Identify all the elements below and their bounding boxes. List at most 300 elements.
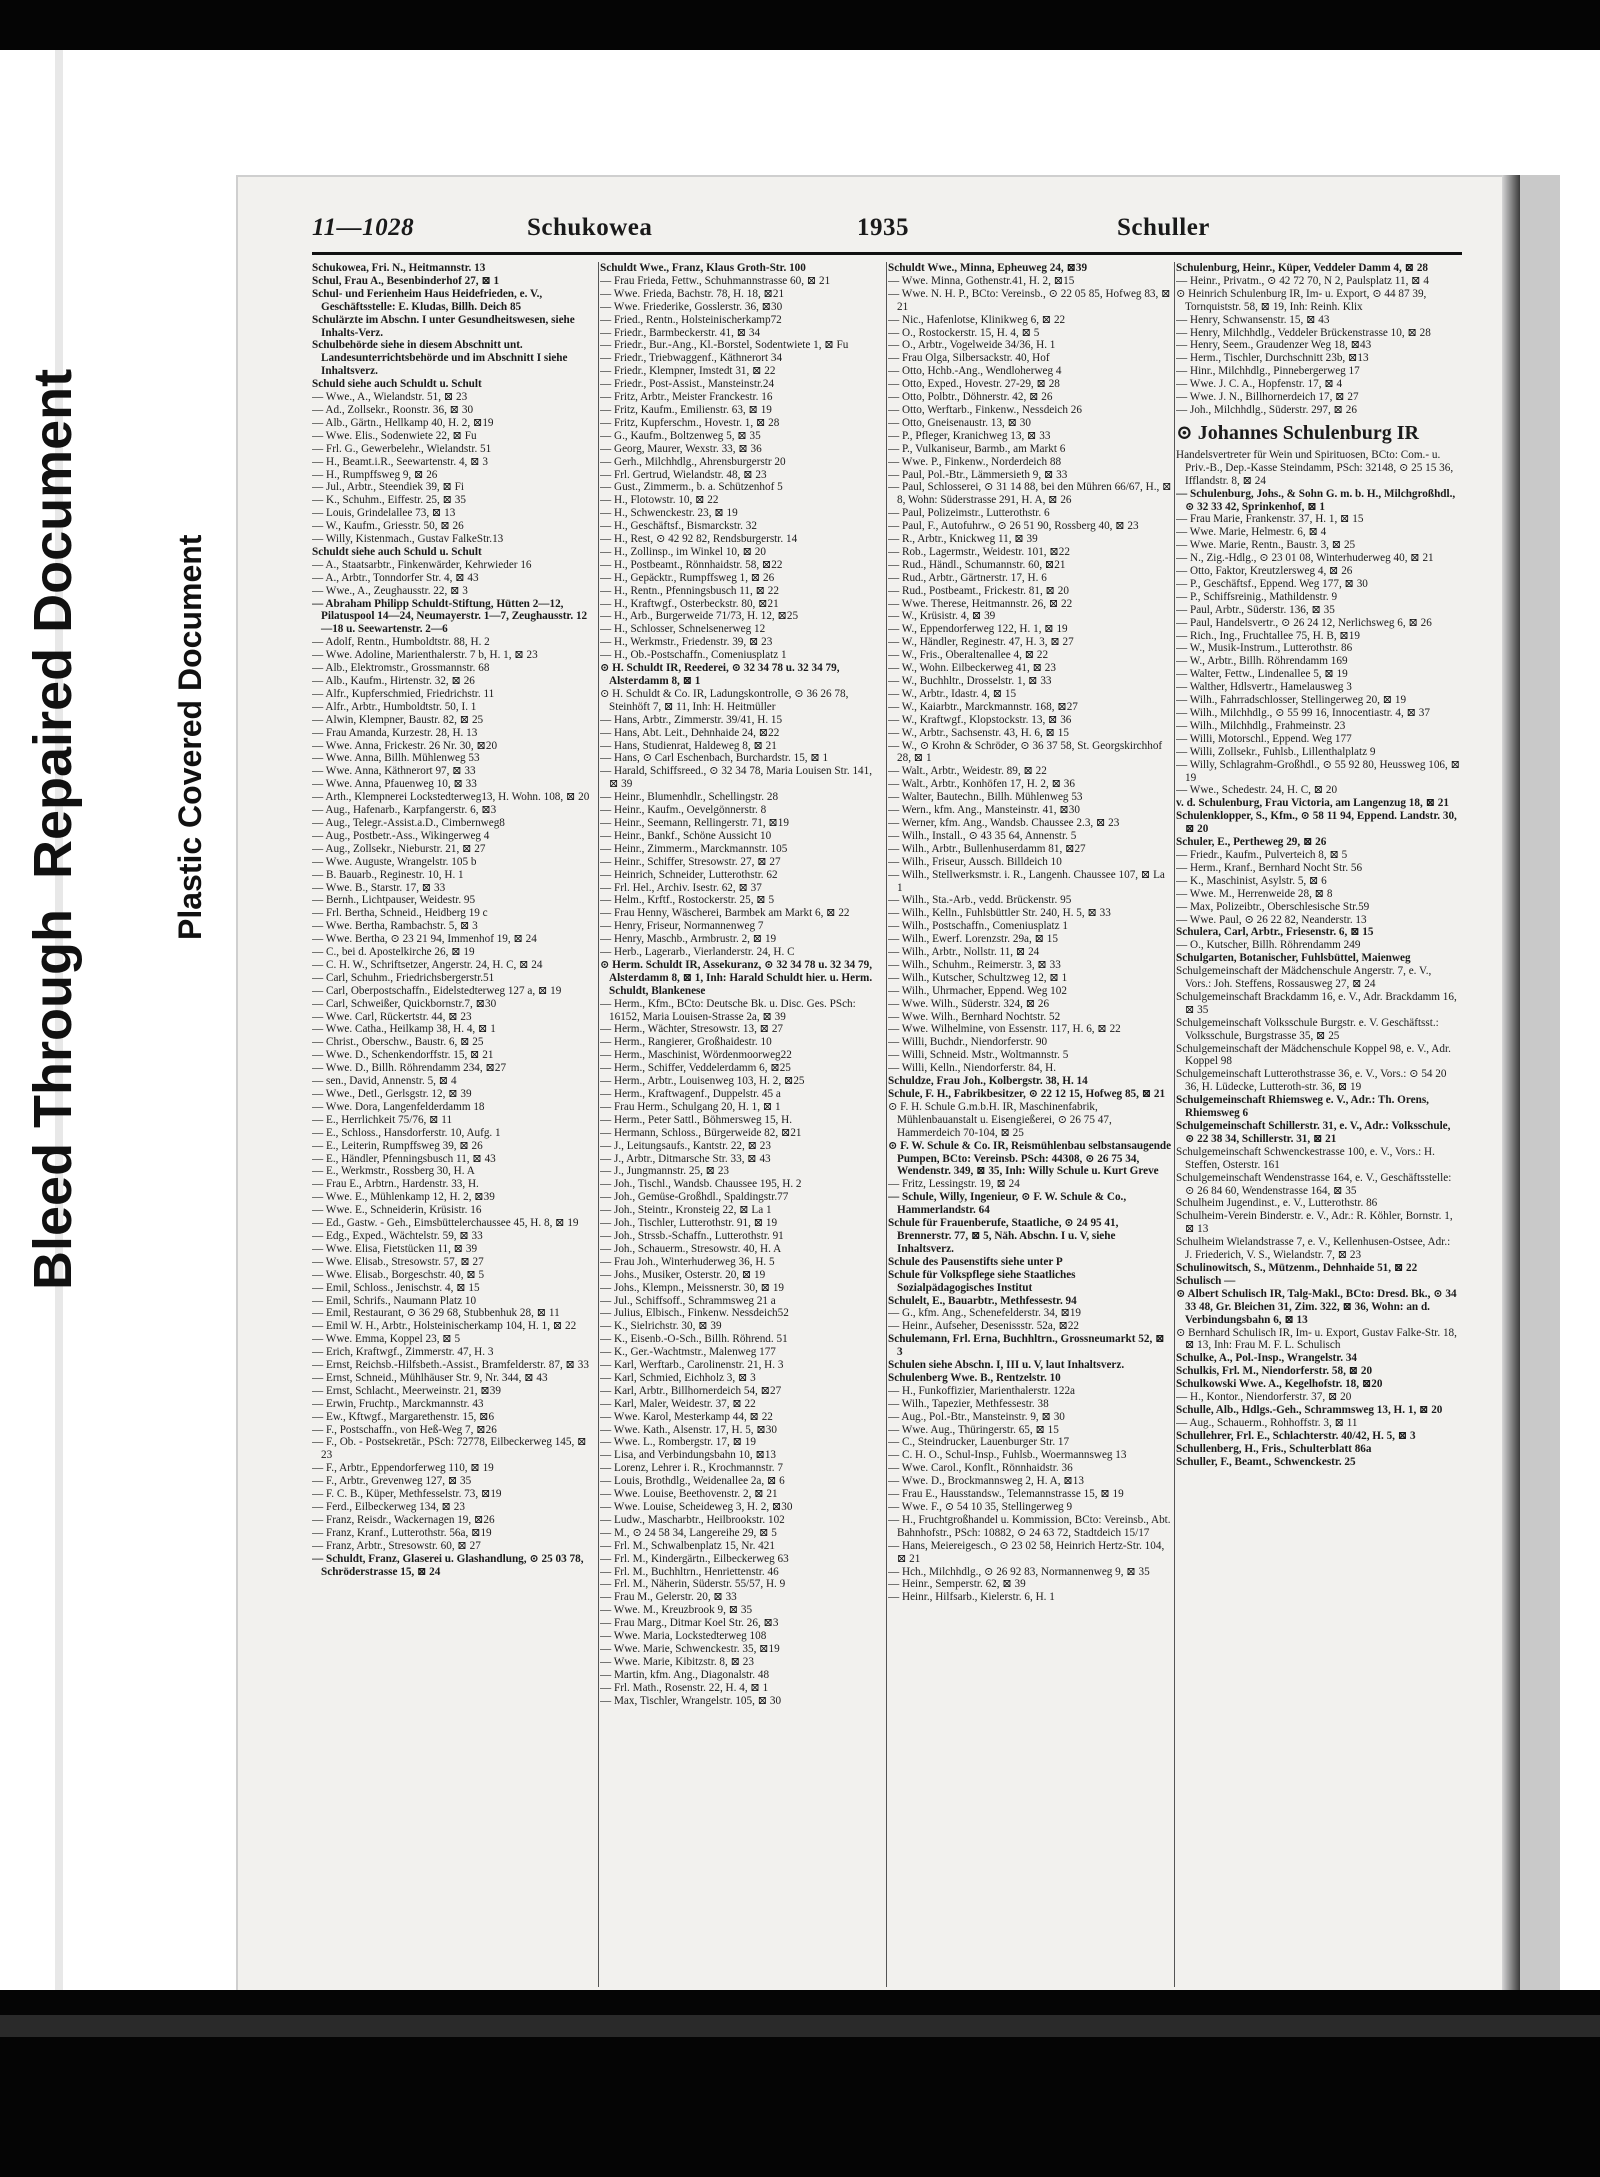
directory-entry: — Schulenburg, Johs., & Sohn G. m. b. H., Milchgroßhdl., ⊙ 32 33 42, Sprinkenhof, ⊠ 1 bbox=[1176, 487, 1456, 513]
directory-entry: — Wilh., Sta.-Arb., vedd. Brückenstr. 95 bbox=[888, 894, 1072, 907]
directory-entry: Schuler, E., Pertheweg 29, ⊠ 26 bbox=[1176, 836, 1327, 849]
directory-entry: — Wwe. Anna, Pfauenweg 10, ⊠ 33 bbox=[312, 778, 477, 791]
directory-entry: — Harald, Schiffsreed., ⊙ 32 34 78, Maria Louisen Str. 141, ⊠ 39 bbox=[600, 765, 873, 791]
directory-entry: — Wwe. M., Kreuzbrook 9, ⊠ 35 bbox=[600, 1604, 753, 1617]
directory-entry: — Arth., Klempnerei Lockstedterweg13, H. Wohn. 108, ⊠ 20 bbox=[312, 791, 590, 804]
directory-entry: — Frau M., Gelerstr. 20, ⊠ 33 bbox=[600, 1591, 737, 1604]
directory-entry: — F., Arbtr., Eppendorferweg 110, ⊠ 19 bbox=[312, 1462, 494, 1475]
directory-entry: — Schule, Willy, Ingenieur, ⊙ F. W. Schule & Co., Hammerlandstr. 64 bbox=[888, 1191, 1127, 1217]
directory-entry: — Wwe. Marie, Schwenckestr. 35, ⊠19 bbox=[600, 1642, 780, 1655]
directory-entry: — Wilh., Kelln., Fuhlsbüttler Str. 240, H. 5, ⊠ 33 bbox=[888, 907, 1111, 920]
directory-entry: — Fritz, Arbtr., Meister Franckestr. 16 bbox=[600, 391, 773, 404]
directory-entry: — Karl, Maler, Weidestr. 37, ⊠ 22 bbox=[600, 1397, 756, 1410]
directory-entry: — Wwe. Dora, Langenfelderdamm 18 bbox=[312, 1100, 485, 1113]
directory-entry: — W., Händler, Reginestr. 47, H. 3, ⊠ 27 bbox=[888, 636, 1074, 649]
directory-entry: — C., Steindrucker, Lauenburger Str. 17 bbox=[888, 1436, 1070, 1449]
directory-entry: — Henry, Maschb., Armbrustr. 2, ⊠ 19 bbox=[600, 933, 777, 946]
directory-entry: — Heinr., Kaufm., Oevelgönnerstr. 8 bbox=[600, 804, 767, 817]
directory-entry: Schulgemeinschaft Lutterothstrasse 36, e. V., Vors.: ⊙ 54 20 36, H. Lüdecke, Lutteroth-str. 36, ⊠ 19 bbox=[1176, 1068, 1447, 1094]
directory-entry: — Frau E., Hausstandsw., Telemannstrasse 15, ⊠ 19 bbox=[888, 1488, 1124, 1501]
directory-entry: Schulheim Wielandstrasse 7, e. V., Kellenhusen-Ostsee, Adr.: J. Friederich, V. S., Wielandstr. 7, ⊠ 23 bbox=[1176, 1236, 1451, 1262]
directory-entry: — R., Arbtr., Knickweg 11, ⊠ 39 bbox=[888, 533, 1038, 546]
directory-entry: — Wwe. D., Schenkendorffstr. 15, ⊠ 21 bbox=[312, 1049, 494, 1062]
directory-entry: — H., Ob.-Postschaffn., Comeniusplatz 1 bbox=[600, 649, 787, 662]
directory-entry: — Erich, Kraftwgf., Zimmerstr. 47, H. 3 bbox=[312, 1346, 494, 1359]
directory-entry: — W., Kaufm., Griesstr. 50, ⊠ 26 bbox=[312, 520, 464, 533]
directory-entry: Schulgemeinschaft der Mädchenschule Angerstr. 7, e. V., Vors.: Joh. Steffens, Rossausweg 27, ⊠ 24 bbox=[1176, 965, 1432, 991]
directory-entry: — Frau Marg., Ditmar Koel Str. 26, ⊠3 bbox=[600, 1617, 779, 1630]
directory-entry: — Christ., Oberschw., Baustr. 6, ⊠ 25 bbox=[312, 1036, 484, 1049]
directory-entry: — H., Rest, ⊙ 42 92 82, Rendsburgerstr. 14 bbox=[600, 533, 798, 546]
directory-entry: — W., Eppendorferweg 122, H. 1, ⊠ 19 bbox=[888, 623, 1068, 636]
directory-entry: — Walter, Bautechn., Billh. Mühlenweg 53 bbox=[888, 791, 1083, 804]
directory-entry: Schulheim Jugendinst., e. V., Lutterothstr. 86 bbox=[1176, 1197, 1378, 1210]
directory-entry: — Herm., Wächter, Stresowstr. 13, ⊠ 27 bbox=[600, 1023, 784, 1036]
directory-entry: — Herm., Tischler, Durchschnitt 23b, ⊠13 bbox=[1176, 352, 1369, 365]
directory-entry: — W., Arbtr., Sachsenstr. 43, H. 6, ⊠ 15 bbox=[888, 726, 1069, 739]
directory-entry: — Wilh., Fahrradschlosser, Stellingerweg 20, ⊠ 19 bbox=[1176, 694, 1407, 707]
directory-entry: — Aug., Zollsekr., Nieburstr. 21, ⊠ 27 bbox=[312, 842, 486, 855]
directory-entry: — Aug., Telegr.-Assist.a.D., Cimbernweg8 bbox=[312, 816, 505, 829]
directory-entry: — H., Gepäcktr., Rumpffsweg 1, ⊠ 26 bbox=[600, 571, 775, 584]
directory-entry: — H., Postbeamt., Rönnhaidstr. 58, ⊠22 bbox=[600, 558, 783, 571]
directory-entry: — Alwin, Klempner, Baustr. 82, ⊠ 25 bbox=[312, 713, 484, 726]
directory-entry: — Willi, Buchdr., Niendorferstr. 90 bbox=[888, 1036, 1048, 1049]
directory-entry: — Herm., Schiffer, Veddelerdamm 6, ⊠25 bbox=[600, 1062, 791, 1075]
directory-entry: — Wwe. F., ⊙ 54 10 35, Stellingerweg 9 bbox=[888, 1501, 1073, 1513]
directory-entry: — Frau Joh., Winterhuderweg 36, H. 5 bbox=[600, 1255, 775, 1268]
directory-entry: — Rich., Ing., Fruchtallee 75, H. B, ⊠19 bbox=[1176, 629, 1360, 642]
directory-entry: — Wilh., Arbtr., Bullenhuserdamm 81, ⊠27 bbox=[888, 842, 1086, 855]
directory-entry: — Henry, Milchhdlg., Veddeler Brückenstrasse 10, ⊠ 28 bbox=[1176, 326, 1431, 339]
directory-entry: — H., Rumpffsweg 9, ⊠ 26 bbox=[312, 468, 438, 481]
directory-entry: — O., Rostockerstr. 15, H. 4, ⊠ 5 bbox=[888, 326, 1040, 339]
directory-entry: Schulinowitsch, S., Mützenm., Dehnhaide 51, ⊠ 22 bbox=[1176, 1261, 1418, 1274]
directory-entry: Schulgemeinschaft Volksschule Burgstr. e. V. Geschäftsst.: Volksschule, Burgstrasse 35, ⊠ 25 bbox=[1176, 1016, 1439, 1042]
directory-entry: — Walt., Arbtr., Konhöfen 17, H. 2, ⊠ 36 bbox=[888, 778, 1075, 791]
directory-entry: — Joh., Gemüse-Großhdl., Spaldingstr.77 bbox=[600, 1191, 789, 1204]
directory-entry: — N., Zig.-Hdlg., ⊙ 23 01 08, Winterhuderweg 40, ⊠ 21 bbox=[1176, 552, 1434, 565]
directory-entry: — Frau Henny, Wäscherei, Barmbek am Markt 6, ⊠ 22 bbox=[600, 907, 850, 920]
directory-entry: — Wwe. D., Billh. Röhrendamm 234, ⊠27 bbox=[312, 1062, 507, 1075]
directory-entry: — Frau Herm., Schulgang 20, H. 1, ⊠ 1 bbox=[600, 1100, 781, 1113]
directory-entry: — Alb., Kaufm., Hirtenstr. 32, ⊠ 26 bbox=[312, 675, 475, 687]
directory-entry: — Wilh., Ewerf. Lorenzstr. 29a, ⊠ 15 bbox=[888, 933, 1058, 946]
directory-entry: — J., Arbtr., Ditmarsche Str. 33, ⊠ 43 bbox=[600, 1152, 771, 1165]
directory-entry: — Otto, Exped., Hovestr. 27-29, ⊠ 28 bbox=[888, 378, 1060, 391]
directory-entry: — J., Leitungsaufs., Kantstr. 22, ⊠ 23 bbox=[600, 1139, 771, 1152]
directory-entry: — Wwe. Catha., Heilkamp 38, H. 4, ⊠ 1 bbox=[312, 1023, 496, 1036]
directory-entry: — Rud., Händl., Schumannstr. 60, ⊠21 bbox=[888, 558, 1066, 571]
directory-entry: — Max, Polizeibtr., Oberschlesische Str.59 bbox=[1176, 900, 1370, 913]
directory-entry: — H., Geschäftsf., Bismarckstr. 32 bbox=[600, 520, 757, 533]
directory-entry: — Heinr., Seemann, Rellingerstr. 71, ⊠19 bbox=[600, 816, 789, 829]
directory-entry: — Wwe. Paul, ⊙ 26 22 82, Neanderstr. 13 bbox=[1176, 913, 1367, 926]
directory-column-4 bbox=[1176, 262, 1460, 1992]
directory-entry: — Wwe. Anna, Frickestr. 26 Nr. 30, ⊠20 bbox=[312, 739, 498, 752]
directory-column-3 bbox=[888, 262, 1172, 1992]
directory-entry: — Wilh., Friseur, Aussch. Billdeich 10 bbox=[888, 855, 1062, 868]
directory-entry: — H., Werkmstr., Friedenstr. 39, ⊠ 23 bbox=[600, 636, 773, 649]
directory-entry: — H., Zollinsp., im Winkel 10, ⊠ 20 bbox=[600, 545, 766, 558]
directory-entry: — Carl, Schuhm., Friedrichsbergerstr.51 bbox=[312, 971, 495, 984]
directory-entry: — Ad., Zollsekr., Roonstr. 36, ⊠ 30 bbox=[312, 403, 474, 416]
directory-entry: — Johs., Musiker, Osterstr. 20, ⊠ 19 bbox=[600, 1268, 766, 1281]
directory-entry: — Wwe. J. C. A., Hopfenstr. 17, ⊠ 4 bbox=[1176, 378, 1343, 391]
directory-entry: — W., Arbtr., Idastr. 4, ⊠ 15 bbox=[888, 687, 1017, 700]
directory-entry: — Louis, Brothdlg., Weidenallee 2a, ⊠ 6 bbox=[600, 1475, 785, 1488]
directory-entry: — Wwe. Therese, Heitmannstr. 26, ⊠ 22 bbox=[888, 597, 1073, 610]
directory-entry: — Willi, Kelln., Niendorferstr. 84, H. bbox=[888, 1062, 1057, 1075]
directory-entry: Schuldt Wwe., Franz, Klaus Groth-Str. 100 bbox=[600, 262, 806, 274]
directory-entry: Handelsvertreter für Wein und Spirituosen, BCto: Com.- u. Priv.-B., Dep.-Kasse Steindamm, PSch: 32148, ⊙ 25 15 36, Ifflandstr. 8, ⊠ 24 bbox=[1176, 448, 1454, 487]
directory-entry: Schulgemeinschaft Rhiemsweg e. V., Adr.: Th. Orens, Rhiemsweg 6 bbox=[1176, 1094, 1429, 1120]
directory-entry: — Otto, Polbtr., Döhnerstr. 42, ⊠ 26 bbox=[888, 391, 1053, 404]
directory-entry: — Frau Frieda, Fettw., Schuhmannstrasse 60, ⊠ 21 bbox=[600, 274, 831, 287]
directory-entry: ⊙ H. Schuldt & Co. IR, Ladungskontrolle, ⊙ 36 26 78, Steinhöft 7, ⊠ 11, Inh: H. Heitmüller bbox=[600, 687, 849, 713]
directory-entry: Schulen siehe Abschn. I, III u. V, laut Inhaltsverz. bbox=[888, 1359, 1125, 1372]
directory-entry: — H., Schwenckestr. 23, ⊠ 19 bbox=[600, 507, 738, 520]
directory-entry: — Nic., Hafenlotse, Klinikweg 6, ⊠ 22 bbox=[888, 313, 1066, 326]
directory-entry: Schulenberg Wwe. B., Rentzelstr. 10 bbox=[888, 1371, 1061, 1384]
directory-entry: — Wwe. Aug., Thüringerstr. 65, ⊠ 15 bbox=[888, 1423, 1059, 1436]
directory-entry: — K., Ger.-Wachtmstr., Malenweg 177 bbox=[600, 1346, 776, 1359]
directory-entry: — J., Jungmannstr. 25, ⊠ 23 bbox=[600, 1165, 730, 1178]
directory-entry: ⊙ Bernhard Schulisch IR, Im- u. Export, Gustav Falke-Str. 18, ⊠ 13, Inh: Frau M. F. L. Schulisch bbox=[1176, 1326, 1457, 1352]
directory-entry: — K., Maschinist, Asylstr. 5, ⊠ 6 bbox=[1176, 874, 1327, 887]
directory-entry: — Heinr., Schiffer, Stresowstr. 27, ⊠ 27 bbox=[600, 855, 781, 868]
directory-entry: — Wwe. Carol., Konflt., Rönnhaidstr. 36 bbox=[888, 1462, 1073, 1475]
directory-entry: — Wilh., Milchhdlg., Frahmeinstr. 23 bbox=[1176, 719, 1346, 732]
directory-entry: — Lisa, and Verbindungsbahn 10, ⊠13 bbox=[600, 1449, 777, 1462]
directory-entry: — Willy, Kistenmach., Gustav FalkeStr.13 bbox=[312, 533, 504, 546]
directory-entry: — Rud., Arbtr., Gärtnerstr. 17, H. 6 bbox=[888, 571, 1047, 584]
directory-entry: — Fritz, Kaufm., Emilienstr. 63, ⊠ 19 bbox=[600, 403, 772, 416]
directory-entry: Schule des Pausenstifts siehe unter P bbox=[888, 1255, 1063, 1268]
directory-entry: — Hans, Studienrat, Haldeweg 8, ⊠ 21 bbox=[600, 739, 777, 752]
directory-entry: — H., Beamt.i.R., Seewartenstr. 4, ⊠ 3 bbox=[312, 455, 488, 468]
directory-entry: Schulbehörde siehe in diesem Abschnitt unt. Landesunterrichtsbehörde und im Abschnitt I siehe Inhaltsverz. bbox=[312, 339, 568, 378]
directory-entry: Schulkis, Frl. M., Niendorferstr. 58, ⊠ 20 bbox=[1176, 1365, 1373, 1378]
directory-entry: — Hans, Meiereigesch., ⊙ 23 02 58, Heinrich Hertz-Str. 104, ⊠ 21 bbox=[888, 1539, 1165, 1565]
directory-entry: — Wilh., Uhrmacher, Eppend. Weg 102 bbox=[888, 984, 1067, 997]
directory-entry: Schulgemeinschaft Schillerstr. 31, e. V., Adr.: Volksschule, ⊙ 22 38 34, Schillerstr. 31, ⊠ 21 bbox=[1176, 1120, 1451, 1145]
directory-entry: — H., Kontor., Niendorferstr. 37, ⊠ 20 bbox=[1176, 1391, 1352, 1404]
directory-entry: — Frau Olga, Silbersackstr. 40, Hof bbox=[888, 352, 1050, 365]
scan-top-border bbox=[0, 0, 1600, 50]
directory-entry: Schulle, Alb., Hdlgs.-Geh., Schrammsweg 13, H. 1, ⊠ 20 bbox=[1176, 1403, 1443, 1416]
directory-entry: — Alfr., Kupferschmied, Friedrichstr. 11 bbox=[312, 687, 495, 700]
directory-entry: — Wwe. Karol, Mesterkamp 44, ⊠ 22 bbox=[600, 1410, 773, 1423]
directory-entry: — Julius, Elbisch., Finkenw. Nessdeich52 bbox=[600, 1307, 789, 1320]
directory-entry: Schule für Volkspflege siehe Staatliches Sozialpädagogisches Institut bbox=[888, 1268, 1076, 1294]
directory-entry: — Wwe. Wilh., Süderstr. 324, ⊠ 26 bbox=[888, 997, 1050, 1010]
directory-entry: — Hch., Milchhdlg., ⊙ 26 92 83, Normannenweg 9, ⊠ 35 bbox=[888, 1565, 1150, 1578]
directory-entry: — Wwe. Louise, Scheideweg 3, H. 2, ⊠30 bbox=[600, 1501, 793, 1513]
directory-entry: — Friedr., Klempner, Imstedt 31, ⊠ 22 bbox=[600, 365, 776, 378]
directory-entry: — Willi, Zollsekr., Fuhlsb., Lillenthalplatz 9 bbox=[1176, 745, 1376, 758]
directory-entry: — Wilh., Postschaffn., Comeniusplatz 1 bbox=[888, 920, 1068, 933]
directory-entry: — Jul., Schiffsoff., Schrammsweg 21 a bbox=[600, 1294, 776, 1307]
directory-entry: — B. Bauarb., Reginestr. 10, H. 1 bbox=[312, 868, 464, 881]
directory-entry: — Wwe. E., Mühlenkamp 12, H. 2, ⊠39 bbox=[312, 1191, 495, 1204]
directory-entry: — Aug., Postbetr.-Ass., Wikingerweg 4 bbox=[312, 829, 490, 842]
directory-entry: — Alfr., Arbtr., Humboldtstr. 50, I. 1 bbox=[312, 700, 477, 713]
directory-entry: — Carl, Oberpostschaffn., Eidelstedterweg 127 a, ⊠ 19 bbox=[312, 984, 562, 997]
directory-entry: — Frl. Gertrud, Wielandstr. 48, ⊠ 23 bbox=[600, 468, 767, 481]
directory-entry: — Ernst, Schlacht., Meerweinstr. 21, ⊠39 bbox=[312, 1384, 501, 1397]
directory-entry: — Aug., Schauerm., Rohhoffstr. 3, ⊠ 11 bbox=[1176, 1416, 1358, 1429]
directory-entry: — Frl. M., Kindergärtn., Eilbeckerweg 63 bbox=[600, 1552, 789, 1565]
directory-entry: — Wwe., Detl., Gerlsgstr. 12, ⊠ 39 bbox=[312, 1088, 472, 1100]
directory-entry: — Wwe. Elisab., Borgeschstr. 40, ⊠ 5 bbox=[312, 1268, 485, 1281]
directory-entry: Schule, F. H., Fabrikbesitzer, ⊙ 22 12 15, Hofweg 85, ⊠ 21 bbox=[888, 1088, 1166, 1100]
directory-entry: Schulärzte im Abschn. I unter Gesundheitswesen, siehe Inhalts-Verz. bbox=[312, 313, 575, 339]
directory-entry: — Wilh., Milchhdlg., ⊙ 55 99 16, Innocentiastr. 4, ⊠ 37 bbox=[1176, 707, 1430, 719]
directory-entry: — Wwe. L., Rombergstr. 17, ⊠ 19 bbox=[600, 1436, 756, 1449]
scan-bottom-band bbox=[0, 2015, 1600, 2037]
directory-entry: — Edg., Exped., Wächtelstr. 59, ⊠ 33 bbox=[312, 1229, 483, 1242]
page-number: 11—1028 bbox=[312, 214, 415, 241]
directory-entry: — Bernh., Lichtpauser, Weidestr. 95 bbox=[312, 894, 476, 907]
directory-entry: — Heinr., Zimmerm., Marckmannstr. 105 bbox=[600, 842, 788, 855]
directory-entry: — Paul, Arbtr., Süderstr. 136, ⊠ 35 bbox=[1176, 603, 1335, 616]
directory-entry: — Otto, Gneisenaustr. 13, ⊠ 30 bbox=[888, 416, 1031, 429]
repaired-document-label: Repaired Document bbox=[23, 368, 83, 879]
directory-column-2 bbox=[600, 262, 884, 1992]
directory-entry: Schuldze, Frau Joh., Kolbergstr. 38, H. 14 bbox=[888, 1075, 1088, 1088]
directory-entry: — F., Postschaffn., von Heß-Weg 7, ⊠26 bbox=[312, 1423, 497, 1436]
directory-column-1 bbox=[312, 262, 596, 1992]
header-year: 1935 bbox=[857, 214, 909, 241]
directory-entry: — W., ⊙ Krohn & Schröder, ⊙ 36 37 58, St. Georgskirchhof 28, ⊠ 1 bbox=[888, 739, 1163, 765]
directory-entry: Schulgemeinschaft Brackdamm 16, e. V., Adr. Brackdamm 16, ⊠ 35 bbox=[1176, 990, 1457, 1016]
directory-entry: — Henry, Schwansenstr. 15, ⊠ 43 bbox=[1176, 313, 1330, 326]
directory-entry: — Wilh., Arbtr., Nollstr. 11, ⊠ 24 bbox=[888, 946, 1040, 959]
directory-entry: — Frau E., Arbtrn., Hardenstr. 33, H. bbox=[312, 1178, 479, 1191]
directory-entry: — O., Arbtr., Vogelweide 34/36, H. 1 bbox=[888, 339, 1056, 352]
directory-entry: — Ernst, Schneid., Mühlhäuser Str. 9, Nr. 344, ⊠ 43 bbox=[312, 1371, 548, 1384]
directory-entry: — Henry, Friseur, Normannenweg 7 bbox=[600, 920, 764, 933]
directory-entry: Schulelt, E., Bauarbtr., Methfessestr. 94 bbox=[888, 1294, 1077, 1307]
directory-entry: Schule für Frauenberufe, Staatliche, ⊙ 24 95 41, Brennerstr. 77, ⊠ 5, Näh. Abschn. I u. V, siehe Inhaltsverz. bbox=[888, 1217, 1119, 1255]
directory-entry: — Johs., Klempn., Meissnerstr. 30, ⊠ 19 bbox=[600, 1281, 785, 1294]
directory-entry: — Herm., Peter Sattl., Böhmersweg 15, H. bbox=[600, 1113, 793, 1126]
directory-entry: — Friedr., Post-Assist., Mansteinstr.24 bbox=[600, 378, 775, 391]
directory-entry: — Louis, Grindelallee 73, ⊠ 13 bbox=[312, 507, 456, 520]
directory-entry: — Walter, Fettw., Lindenallee 5, ⊠ 19 bbox=[1176, 668, 1348, 681]
directory-entry: — Aug., Hafenarb., Karpfangerstr. 6, ⊠3 bbox=[312, 804, 497, 817]
directory-entry: — Fried., Rentn., Holsteinischerkamp72 bbox=[600, 313, 782, 326]
directory-entry: Schulenklopper, S., Kfm., ⊙ 58 11 94, Eppend. Landstr. 30, ⊠ 20 bbox=[1176, 810, 1457, 836]
directory-entry: — W., Fris., Oberaltenallee 4, ⊠ 22 bbox=[888, 649, 1049, 662]
directory-entry: — Karl, Schmied, Eichholz 3, ⊠ 3 bbox=[600, 1371, 756, 1384]
directory-entry: — Frl. G., Gewerbelehr., Wielandstr. 51 bbox=[312, 442, 492, 455]
page-edge bbox=[1520, 175, 1560, 2030]
directory-entry: ⊙ H. Schuldt IR, Reederei, ⊙ 32 34 78 u. 32 34 79, Alsterdamm 8, ⊠ 1 bbox=[600, 662, 840, 687]
directory-entry: — P., Pfleger, Kranichweg 13, ⊠ 33 bbox=[888, 429, 1051, 442]
directory-entry: — Emil, Schrifs., Naumann Platz 10 bbox=[312, 1294, 477, 1307]
directory-entry: — Herm., Kranf., Bernhard Nocht Str. 56 bbox=[1176, 861, 1363, 874]
directory-entry: Schulkowski Wwe. A., Kegelhofstr. 18, ⊠20 bbox=[1176, 1378, 1383, 1391]
directory-entry: — Wwe. Elisa, Fietstücken 11, ⊠ 39 bbox=[312, 1242, 478, 1255]
directory-entry: — Emil, Schloss., Jenischstr. 4, ⊠ 15 bbox=[312, 1281, 480, 1294]
directory-entry: — F. C. B., Küper, Methfesselstr. 73, ⊠19 bbox=[312, 1488, 502, 1501]
bleed-through-label: Bleed Through bbox=[23, 909, 83, 1290]
directory-entry: — M., ⊙ 24 58 34, Langereihe 29, ⊠ 5 bbox=[600, 1526, 777, 1539]
directory-entry: ⊙ F. H. Schule G.m.b.H. IR, Maschinenfabrik, Mühlenbauanstalt u. Eisengießerei, ⊙ 26 75 47, Hammerdeich 70-104, ⊠ 25 bbox=[888, 1100, 1112, 1139]
directory-entry: — Otto, Werftarb., Finkenw., Nessdeich 26 bbox=[888, 403, 1082, 416]
directory-entry: — Gerh., Milchhdlg., Ahrensburgerstr 20 bbox=[600, 455, 786, 468]
directory-entry: — Franz, Arbtr., Stresowstr. 60, ⊠ 27 bbox=[312, 1539, 481, 1552]
directory-entry: — Wwe. N. H. P., BCto: Vereinsb., ⊙ 22 05 85, Hofweg 83, ⊠ 21 bbox=[888, 287, 1171, 313]
directory-entry: — Alb., Elektromstr., Grossmannstr. 68 bbox=[312, 662, 490, 675]
directory-entry: Schulgemeinschaft der Mädchenschule Koppel 98, e. V., Adr. Koppel 98 bbox=[1176, 1042, 1451, 1068]
page-header bbox=[312, 214, 1462, 254]
directory-entry: — E., Händler, Pfenningsbusch 11, ⊠ 43 bbox=[312, 1152, 496, 1165]
directory-entry: — W., Buchhltr., Drosselstr. 1, ⊠ 33 bbox=[888, 675, 1052, 687]
directory-entry: — Rob., Lagermstr., Weidestr. 101, ⊠22 bbox=[888, 545, 1070, 558]
directory-entry: — Henry, Seem., Graudenzer Weg 18, ⊠43 bbox=[1176, 339, 1372, 352]
directory-entry: — Rud., Postbeamt., Frickestr. 81, ⊠ 20 bbox=[888, 584, 1069, 597]
directory-entry: — Wwe. B., Starstr. 17, ⊠ 33 bbox=[312, 881, 446, 894]
directory-entry: — Gust., Zimmerm., b. a. Schützenhof 5 bbox=[600, 481, 783, 494]
directory-entry: — Willi, Motorschl., Eppend. Weg 177 bbox=[1176, 732, 1352, 745]
directory-entry: — Paul, F., Autofuhrw., ⊙ 26 51 90, Rossberg 40, ⊠ 23 bbox=[888, 520, 1139, 533]
directory-entry: — Wilh., Kutscher, Schultzweg 12, ⊠ 1 bbox=[888, 971, 1068, 984]
directory-entry: — Georg, Maurer, Wexstr. 33, ⊠ 36 bbox=[600, 442, 762, 455]
directory-entry: — Friedr., Bur.-Ang., Kl.-Borstel, Sodentwiete 1, ⊠ Fu bbox=[600, 339, 849, 352]
directory-entry: — Wwe. Louise, Beethovenstr. 2, ⊠ 21 bbox=[600, 1488, 778, 1501]
directory-entry: — Hans, Abt. Leit., Dehnhaide 24, ⊠22 bbox=[600, 726, 780, 739]
directory-entry: Schulgemeinschaft Wendenstrasse 164, e. V., Geschäftsstelle: ⊙ 26 84 60, Wendenstrasse 164, ⊠ 35 bbox=[1176, 1171, 1452, 1197]
directory-entry: — Wilh., Schuhm., Reimerstr. 3, ⊠ 33 bbox=[888, 958, 1061, 971]
directory-entry: — Joh., Strssb.-Schaffn., Lutterothstr. 91 bbox=[600, 1229, 784, 1242]
directory-entry: — Paul, Pol.-Btr., Lämmersieth 9, ⊠ 33 bbox=[888, 468, 1068, 481]
directory-entry: — Heinr., Privatm., ⊙ 42 72 70, N 2, Paulsplatz 11, ⊠ 4 bbox=[1176, 274, 1429, 287]
directory-entry: — Wilh., Stellwerksmstr. i. R., Langenh. Chaussee 107, ⊠ La 1 bbox=[888, 868, 1165, 894]
directory-entry: — W., Krüsistr. 4, ⊠ 39 bbox=[888, 610, 996, 623]
directory-entry: — Otto, Hchb.-Ang., Wendloherweg 4 bbox=[888, 365, 1062, 378]
directory-entry: — H., Arb., Burgerweide 71/73, H. 12, ⊠25 bbox=[600, 610, 799, 623]
directory-entry: — Joh., Tischler, Lutterothstr. 91, ⊠ 19 bbox=[600, 1217, 778, 1230]
directory-entry: — Ew., Kftwgf., Margarethenstr. 15, ⊠6 bbox=[312, 1410, 495, 1423]
directory-entry: — Lorenz, Lehrer i. R., Krochmannstr. 7 bbox=[600, 1462, 783, 1475]
directory-entry: — Wwe. Adoline, Marienthalerstr. 7 b, H. 1, ⊠ 23 bbox=[312, 649, 538, 662]
directory-entry: — Jul., Arbtr., Steendiek 39, ⊠ Fi bbox=[312, 481, 465, 494]
directory-entry: — Franz, Reisdr., Wackernagen 19, ⊠26 bbox=[312, 1513, 495, 1526]
directory-entry: — E., Leiterin, Rumpffsweg 39, ⊠ 26 bbox=[312, 1139, 483, 1152]
directory-entry: — Ferd., Eilbeckerweg 134, ⊠ 23 bbox=[312, 1501, 465, 1513]
directory-entry: — Wwe. Auguste, Wrangelstr. 105 b bbox=[312, 855, 477, 868]
directory-entry: Schulemann, Frl. Erna, Buchhltrn., Grossneumarkt 52, ⊠ 3 bbox=[888, 1333, 1165, 1359]
directory-entry: — Carl, Schweißer, Quickbornstr.7, ⊠30 bbox=[312, 997, 497, 1010]
directory-entry: — Wwe. Anna, Käthnerort 97, ⊠ 33 bbox=[312, 765, 476, 778]
directory-entry: — Herm., Maschinist, Wördenmoorweg22 bbox=[600, 1049, 792, 1062]
directory-entry: — Willi, Schneid. Mstr., Woltmannstr. 5 bbox=[888, 1049, 1069, 1062]
column-separator bbox=[1174, 262, 1175, 1987]
directory-entry: — Paul, Handelsvertr., ⊙ 26 24 12, Nerlichsweg 6, ⊠ 26 bbox=[1176, 616, 1432, 629]
directory-entry: — Walt., Arbtr., Weidestr. 89, ⊠ 22 bbox=[888, 765, 1047, 778]
directory-entry: — Wwe. Anna, Billh. Mühlenweg 53 bbox=[312, 752, 480, 765]
directory-entry: — A., Arbtr., Tonndorfer Str. 4, ⊠ 43 bbox=[312, 571, 479, 584]
directory-entry: — Wwe. Marie, Helmestr. 6, ⊠ 4 bbox=[1176, 526, 1327, 539]
directory-entry: — W., Musik-Instrum., Lutterothstr. 86 bbox=[1176, 642, 1353, 655]
directory-entry: Schul- und Ferienheim Haus Heidefrieden, e. V., Geschäftsstelle: E. Kludas, Billh. Deich 85 bbox=[312, 287, 543, 313]
directory-entry: — Helm., Krftf., Rostockerstr. 25, ⊠ 5 bbox=[600, 894, 775, 907]
directory-entry: — K., Schuhm., Eiffestr. 25, ⊠ 35 bbox=[312, 494, 466, 507]
directory-entry: ⊙ F. W. Schule & Co. IR, Reismühlenbau selbstansaugende Pumpen, BCto: Vereinsb. PSch: 44308, ⊙ 26 75 34, Wendenstr. 349, ⊠ 35, Inh: Willy Schule u. Kurt Greve bbox=[888, 1139, 1172, 1178]
directory-entry: Schulheim-Verein Binderstr. e. V., Adr.: R. Köhler, Bornstr. 1, ⊠ 13 bbox=[1176, 1210, 1453, 1236]
directory-entry: — Karl, Werftarb., Carolinenstr. 21, H. 3 bbox=[600, 1359, 784, 1372]
directory-entry: — P., Schiffsreinig., Mathildenstr. 9 bbox=[1176, 590, 1338, 603]
directory-entry: Schuller, F., Beamt., Schwenckestr. 25 bbox=[1176, 1455, 1356, 1468]
directory-entry: — Max, Tischler, Wrangelstr. 105, ⊠ 30 bbox=[600, 1694, 782, 1707]
directory-entry: — H., Fruchtgroßhandel u. Kommission, BCto: Vereinsb., Abt. Bahnhofstr., PSch: 10882, ⊙ 24 63 72, Stadtdeich 15/17 bbox=[888, 1513, 1171, 1539]
directory-entry: — Friedr., Barmbeckerstr. 41, ⊠ 34 bbox=[600, 326, 761, 339]
directory-entry: — Herm., Kfm., BCto: Deutsche Bk. u. Disc. Ges. PSch: 16152, Maria Louisen-Strasse 2a, ⊠ 39 bbox=[600, 997, 856, 1023]
directory-entry: — Wwe. Kath., Alsenstr. 17, H. 5, ⊠30 bbox=[600, 1423, 777, 1436]
directory-entry: — Wwe. Friederike, Gosslerstr. 36, ⊠30 bbox=[600, 300, 783, 313]
directory-entry: — Franz, Kranf., Lutterothstr. 56a, ⊠19 bbox=[312, 1526, 492, 1539]
plastic-covered-label: Plastic Covered Document bbox=[172, 534, 208, 940]
directory-entry: — P., Vulkaniseur, Barmb., am Markt 6 bbox=[888, 442, 1066, 455]
directory-entry: — Heinr., Aufseher, Desenissstr. 52a, ⊠22 bbox=[888, 1320, 1080, 1333]
directory-entry: — E., Werkmstr., Rossberg 30, H. A bbox=[312, 1165, 475, 1178]
directory-entry: — Wwe. Elisab., Stresowstr. 57, ⊠ 27 bbox=[312, 1255, 484, 1268]
directory-entry: — H., Schlosser, Schnelsenerweg 12 bbox=[600, 623, 766, 636]
directory-entry: Schuld siehe auch Schuldt u. Schult bbox=[312, 378, 482, 391]
directory-entry: — Joh., Schauerm., Stresowstr. 40, H. A bbox=[600, 1242, 782, 1255]
directory-entry: — Wwe. D., Brockmannsweg 2, H. A, ⊠13 bbox=[888, 1475, 1084, 1488]
directory-entry: ⊙ Johannes Schulenburg IR bbox=[1176, 421, 1419, 444]
column-separator bbox=[598, 262, 599, 1987]
directory-entry: — Aug., Pol.-Btr., Mansteinstr. 9, ⊠ 30 bbox=[888, 1410, 1065, 1423]
directory-entry: — Fritz, Kupferschm., Hovestr. 1, ⊠ 28 bbox=[600, 416, 780, 429]
directory-entry: Schulgarten, Botanischer, Fuhlsbüttel, Maienweg bbox=[1176, 952, 1411, 965]
directory-entry: — Frl. Hel., Archiv. Isestr. 62, ⊠ 37 bbox=[600, 881, 762, 894]
directory-entry: — Hans, ⊙ Carl Eschenbach, Burchardstr. 15, ⊠ 1 bbox=[600, 752, 829, 765]
directory-entry: — Joh., Steintr., Kronsteig 22, ⊠ La 1 bbox=[600, 1204, 772, 1217]
directory-entry: Schuldt siehe auch Schuld u. Schult bbox=[312, 545, 482, 558]
directory-entry: — K., Sielrichstr. 30, ⊠ 39 bbox=[600, 1320, 722, 1333]
directory-entry: — Wwe., A., Zeughausstr. 22, ⊠ 3 bbox=[312, 584, 468, 597]
directory-entry: — G., kfm. Ang., Schenefelderstr. 34, ⊠19 bbox=[888, 1307, 1082, 1320]
directory-entry: — Hans, Arbtr., Zimmerstr. 39/41, H. 15 bbox=[600, 713, 783, 726]
directory-entry: — C., bei d. Apostelkirche 26, ⊠ 19 bbox=[312, 946, 475, 959]
page-edge-shadow bbox=[1502, 175, 1520, 2030]
directory-entry: — Martin, kfm. Ang., Diagonalstr. 48 bbox=[600, 1668, 770, 1681]
directory-entry: — Wwe. Frieda, Bachstr. 78, H. 18, ⊠21 bbox=[600, 287, 785, 300]
directory-entry: — Frl. M., Näherin, Süderstr. 55/57, H. 9 bbox=[600, 1578, 786, 1591]
directory-entry: — W., Kraftwgf., Klopstockstr. 13, ⊠ 36 bbox=[888, 713, 1072, 726]
directory-entry: — Wern., kfm. Ang., Mansteinstr. 41, ⊠30 bbox=[888, 804, 1080, 817]
directory-entry: v. d. Schulenburg, Frau Victoria, am Langenzug 18, ⊠ 21 bbox=[1176, 797, 1449, 810]
directory-entry: Schukowea, Fri. N., Heitmannstr. 13 bbox=[312, 262, 486, 274]
directory-entry: — W., Wohn. Eilbeckerweg 41, ⊠ 23 bbox=[888, 662, 1056, 675]
header-last-word: Schuller bbox=[1117, 214, 1210, 241]
directory-entry: ⊙ Herm. Schuldt IR, Assekuranz, ⊙ 32 34 78 u. 32 34 79, Alsterdamm 8, ⊠ 1, Inh: Harald Schuldt hier. u. Herm. Schuldt, Blankenese bbox=[600, 958, 873, 997]
directory-entry: — Wwe. Minna, Gothenstr.41, H. 2, ⊠15 bbox=[888, 274, 1075, 287]
directory-entry: Schulgemeinschaft Schwenckestrasse 100, e. V., Vors.: H. Steffen, Osterstr. 161 bbox=[1176, 1145, 1435, 1171]
directory-entry: — Heinr., Blumenhdlr., Schellingstr. 28 bbox=[600, 791, 779, 804]
directory-entry: — Ernst, Reichsb.-Hilfsbeth.-Assist., Bramfelderstr. 87, ⊠ 33 bbox=[312, 1359, 589, 1372]
directory-entry: — C. H. W., Schriftsetzer, Angerstr. 24, H. C, ⊠ 24 bbox=[312, 958, 543, 971]
directory-entry: — Wwe., A., Wielandstr. 51, ⊠ 23 bbox=[312, 391, 468, 404]
directory-entry: — Erwin, Fruchtp., Marckmannstr. 43 bbox=[312, 1397, 484, 1410]
directory-entry: — Wwe. Wilh., Bernhard Nochtstr. 52 bbox=[888, 1010, 1061, 1023]
directory-entry: — H., Flotowstr. 10, ⊠ 22 bbox=[600, 494, 719, 507]
